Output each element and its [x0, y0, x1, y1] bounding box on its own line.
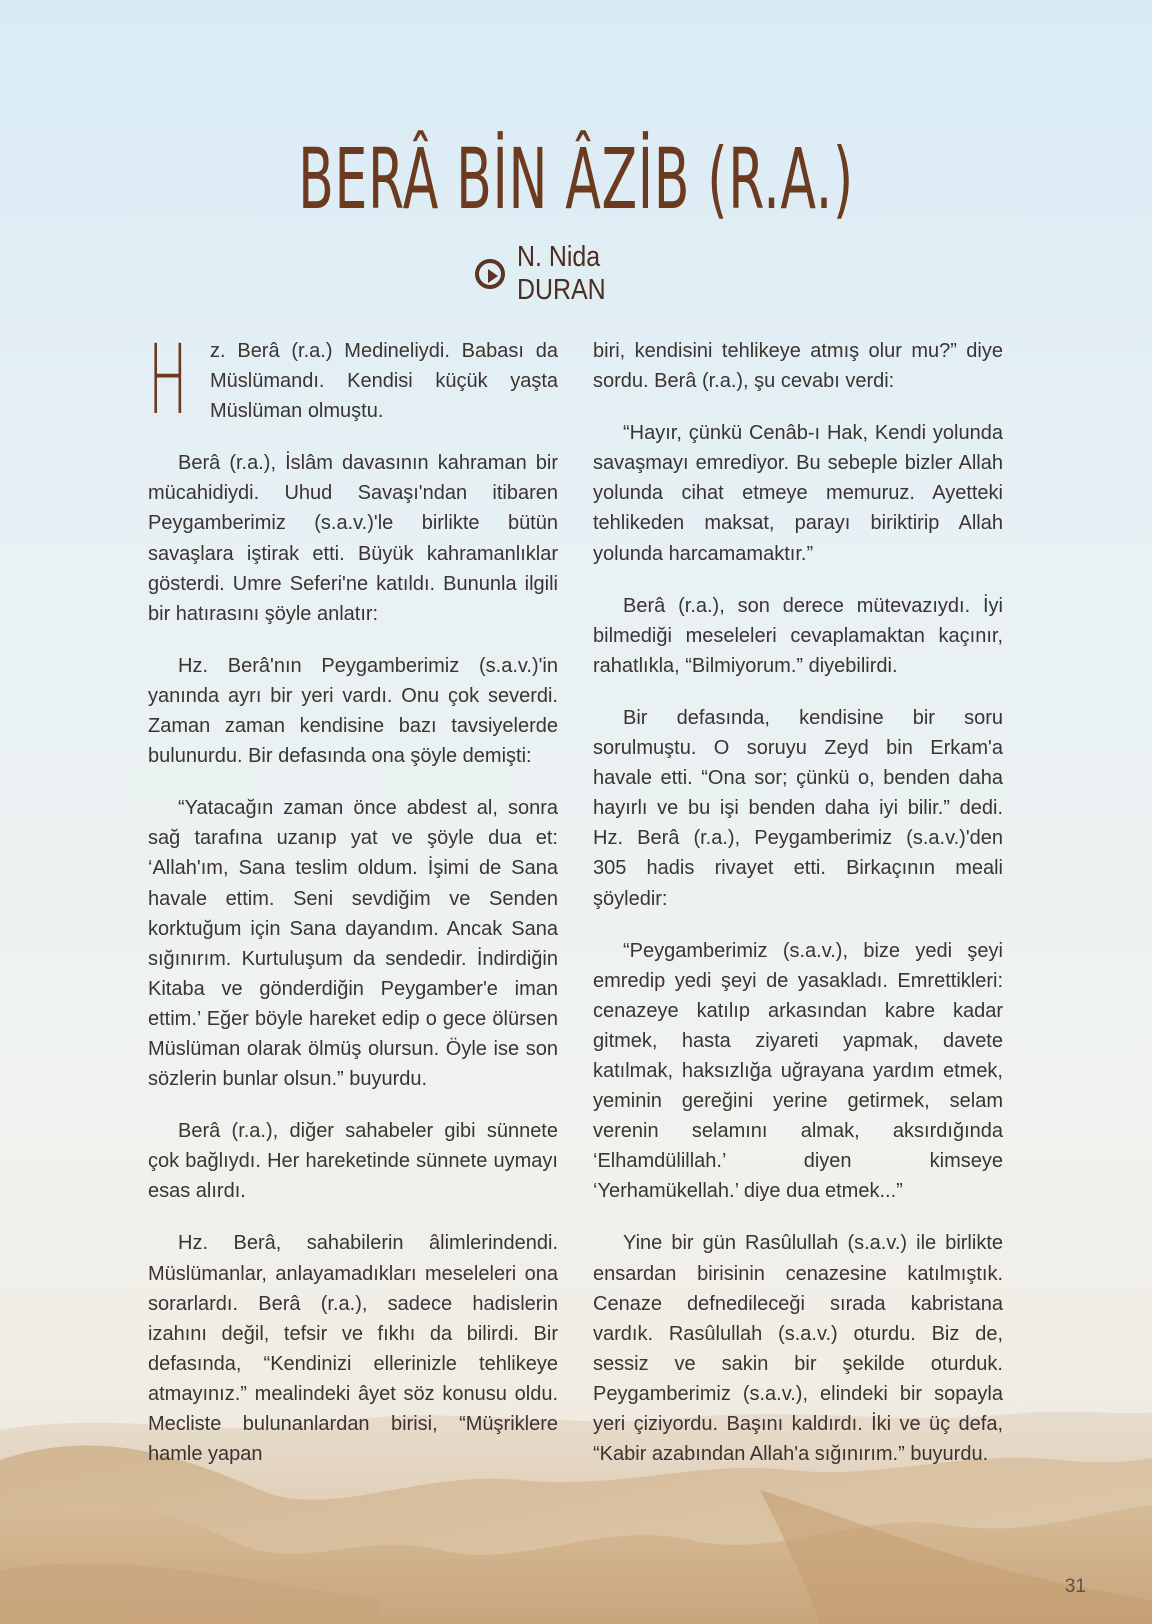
paragraph-text: z. Berâ (r.a.) Medineliydi. Babası da Müslümandı. Kendisi küçük yaşta Müslüman olmuştu.: [210, 340, 558, 423]
paragraph: “Hayır, çünkü Cenâb-ı Hak, Kendi yolunda savaşmayı emrediyor. Bu sebeple bizler Allah yolunda cihat etmeye memuruz. Ayetteki tehlikeden maksat, parayı biriktirip Allah yolunda harcamamaktır.”: [593, 422, 1003, 565]
paragraph: “Peygamberimiz (s.a.v.), bize yedi şeyi emredip yedi şeyi de yasakladı. Emrettikleri: cenazeye katılıp arkasından kabre kadar gitmek, hasta ziyareti yapmak, davete katılmak, haksızlığa uğrayana yardım etmek, yeminin gereğini yerine getirmek, selam verenin selamını almak, aksırdığında ‘Elhamdülillah.’ diyen kimseye ‘Yerhamükellah.’ diye dua etmek...”: [593, 939, 1003, 1203]
paragraph: Hz. Berâ'nın Peygamberimiz (s.a.v.)'in yanında ayrı bir yeri vardı. Onu çok severdi. Zaman zaman kendisine bazı tavsiyelerde bulunurdu. Bir defasında ona şöyle demişti:: [148, 654, 558, 768]
author-line: [0, 241, 1152, 306]
drop-cap: H: [148, 324, 188, 436]
play-circle-icon: [475, 259, 505, 289]
right-column: [593, 336, 1003, 1491]
paragraph: Hz. Berâ, sahabilerin âlimlerindendi. Müslümanlar, anlayamadıkları meseleleri ona sorarlardı. Berâ (r.a.), sadece hadislerin izahını değil, tefsir ve fıkhı da bilirdi. Bir defasında, “Kendinizi ellerinizle tehlikeye atmayınız.” mealindeki âyet söz konusu oldu. Mecliste bulunanlardan birisi, “Müşriklere hamle yapan: [148, 1232, 558, 1466]
page-number: 31: [1064, 1576, 1086, 1597]
paragraph: Yine bir gün Rasûlullah (s.a.v.) ile birlikte ensardan birisinin cenazesine katılmıştık. Cenaze defnedileceği sırada kabristana vardık. Rasûlullah (s.a.v.) oturdu. Biz de, sessiz ve sakin bir şekilde oturduk. Peygamberimiz (s.a.v.), elindeki bir sopayla yeri çiziyordu. Başını kaldırdı. İki ve üç defa, “Kabir azabından Allah'a sığınırım.” buyurdu.: [593, 1232, 1003, 1466]
paragraph: Berâ (r.a.), son derece mütevazıydı. İyi bilmediği meseleleri cevaplamaktan kaçınır, rahatlıkla, “Bilmiyorum.” diyebilirdi.: [593, 594, 1003, 677]
article-title: BERÂ BİN ÂZİB (R.A.): [298, 130, 854, 228]
paragraph: “Yatacağın zaman önce abdest al, sonra sağ tarafına uzanıp yat ve şöyle dua et: ‘Allah'ım, Sana teslim oldum. İşimi de Sana havale ettim. Seni sevdiğim ve Senden korktuğum için Sana dayandım. Ancak Sana sığınırım. Kurtuluşum da sendedir. İndirdiğin Kitaba ve gönderdiğin Peygamber'e iman ettim.’ Eğer böyle hareket edip o gece ölürsen Müslüman olarak ölmüş olursun. Öyle ise son sözlerin bunlar olsun.” buyurdu.: [148, 797, 558, 1091]
paragraph: Bir defasında, kendisine bir soru sorulmuştu. O soruyu Zeyd bin Erkam'a havale etti. “Ona sor; çünkü o, benden daha hayırlı ve bu işi benden daha iyi bilir.” dedi. Hz. Berâ (r.a.), Peygamberimiz (s.a.v.)'den 305 hadis rivayet etti. Birkaçının meali şöyledir:: [593, 706, 1003, 910]
paragraph: biri, kendisini tehlikeye atmış olur mu?” diye sordu. Berâ (r.a.), şu cevabı verdi:: [593, 340, 1003, 393]
author-name: N. Nida DURAN: [517, 241, 606, 306]
paragraph: Berâ (r.a.), diğer sahabeler gibi sünnete çok bağlıydı. Her hareketinde sünnete uymayı esas alırdı.: [148, 1120, 558, 1203]
paragraph: [148, 324, 558, 436]
paragraph: Berâ (r.a.), İslâm davasının kahraman bir mücahidiydi. Uhud Savaşı'ndan itibaren Peygamberimiz (s.a.v.)'le birlikte bütün savaşlara iştirak etti. Büyük kahramanlıklar gösterdi. Umre Seferi'ne katıldı. Bununla ilgili bir hatırasını şöyle anlatır:: [148, 452, 558, 625]
left-column: [148, 324, 558, 1491]
